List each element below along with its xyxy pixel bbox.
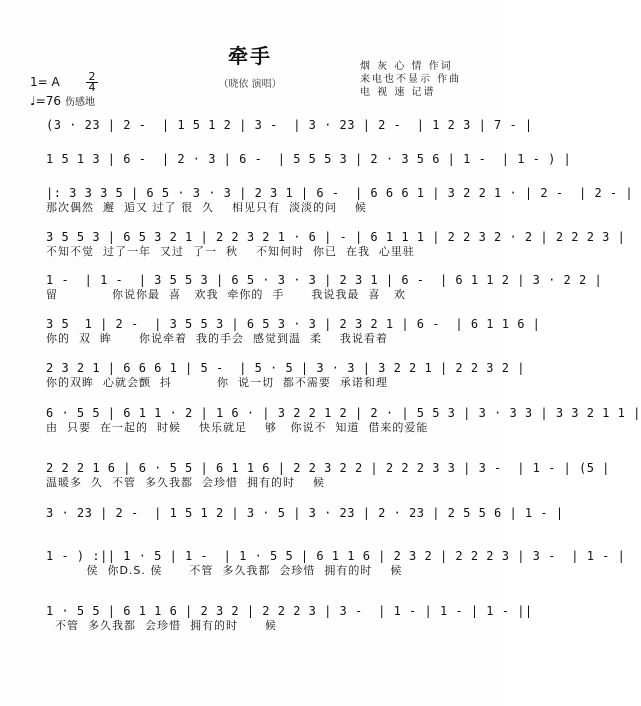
lyrics-line (46, 167, 466, 181)
notes-line: 1 - | 1 - | 3 5 5 3 | 6 5 · 3 · 3 | 2 3 1 | 6 - | 6 1 1 2 | 3 · 2 2 | (46, 273, 603, 287)
song-subtitle: （晓依 演唱） (218, 79, 282, 90)
lyrics-line (46, 521, 466, 535)
lyrics-line: 那次偶然 邂 逅又 过了 很 久 相见只有 淡淡的问 候 (46, 201, 367, 214)
credits (360, 60, 495, 99)
lyrics-line: 由 只要 在一起的 时候 快乐就足 够 你说不 知道 借来的爱能 (46, 421, 429, 434)
staff-row (46, 151, 572, 181)
staff-row (46, 505, 564, 535)
lyrics-line: 温暖多 久 不管 多久我都 会珍惜 拥有的时 候 (46, 476, 325, 489)
song-title: 牵手 (228, 44, 272, 68)
time-bottom: 4 (86, 82, 98, 93)
staff-row (46, 603, 533, 633)
lyrics-line: 不知不觉 过了一年 又过 了一 秋 不知何时 你已 在我 心里驻 (46, 245, 415, 258)
staff-row (46, 548, 626, 578)
credit-transcriber: 电 视 速 记谱 (360, 87, 436, 98)
key-signature: 1= A (30, 75, 60, 89)
notes-line: |: 3 3 3 5 | 6 5 · 3 · 3 | 2 3 1 | 6 - | 6 6 6 1 | 3 2 2 1 · | 2 - | 2 - | (46, 186, 634, 200)
staff-row (46, 360, 525, 390)
tempo-value: ♩=76 (30, 94, 61, 108)
credit-composer: 来电也不显示 作曲 (360, 74, 462, 85)
tempo-marking (30, 93, 95, 108)
notes-line: 6 · 5 5 | 6 1 1 · 2 | 1 6 · | 3 2 2 1 2 | 2 · | 5 5 3 | 3 · 3 3 | 3 3 2 1 1 | (46, 406, 641, 420)
time-signature (86, 72, 98, 93)
notes-line: 2 3 2 1 | 6 6 6 1 | 5 - | 5 · 5 | 3 · 3 | 3 2 2 1 | 2 2 3 2 | (46, 361, 525, 375)
staff-row (46, 316, 541, 346)
notes-line: 3 5 5 3 | 6 5 3 2 1 | 2 2 3 2 1 · 6 | - | 6 1 1 1 | 2 2 3 2 · 2 | 2 2 2 3 | (46, 230, 626, 244)
lyrics-line: 你的 双 眸 你说牵着 我的手会 感觉到温 柔 我说看着 (46, 332, 388, 345)
staff-row (46, 117, 533, 147)
staff-row (46, 272, 603, 302)
lyrics-line: 侯 你D.S. 侯 不管 多久我都 会珍惜 拥有的时 候 (46, 564, 403, 577)
time-top: 2 (88, 70, 96, 83)
notes-line: 2 2 2 1 6 | 6 · 5 5 | 6 1 1 6 | 2 2 3 2 2 | 2 2 2 3 3 | 3 - | 1 - | (5 | (46, 461, 610, 475)
notes-line: 1 · 5 5 | 6 1 1 6 | 2 3 2 | 2 2 2 3 | 3 - | 1 - | 1 - | 1 - || (46, 604, 533, 618)
lyrics-line: 你的双眸 心就会颤 抖 你 说一切 都不需要 承诺和理 (46, 376, 388, 389)
staff-row (46, 460, 610, 490)
notes-line: (3 · 23 | 2 - | 1 5 1 2 | 3 - | 3 · 23 | 2 - | 1 2 3 | 7 - | (46, 118, 533, 132)
lyrics-line (46, 133, 466, 147)
staff-row (46, 229, 626, 259)
credit-lyricist: 烟 灰 心 情 作词 (360, 61, 453, 72)
staff-row (46, 185, 634, 215)
lyrics-line: 不管 多久我都 会珍惜 拥有的时 候 (46, 619, 277, 632)
notes-line: 1 5 1 3 | 6 - | 2 · 3 | 6 - | 5 5 5 3 | 2 · 3 5 6 | 1 - | 1 - ) | (46, 152, 572, 166)
lyrics-line: 留 你说你最 喜 欢我 牵你的 手 我说我最 喜 欢 (46, 288, 406, 301)
staff-row (46, 405, 641, 435)
notes-line: 1 - ) :|| 1 · 5 | 1 - | 1 · 5 5 | 6 1 1 6 | 2 3 2 | 2 2 2 3 | 3 - | 1 - | (46, 549, 626, 563)
notes-line: 3 5 1 | 2 - | 3 5 5 3 | 6 5 3 · 3 | 2 3 2 1 | 6 - | 6 1 1 6 | (46, 317, 541, 331)
notes-line: 3 · 23 | 2 - | 1 5 1 2 | 3 · 5 | 3 · 23 | 2 · 23 | 2 5 5 6 | 1 - | (46, 506, 564, 520)
tempo-mood: 伤感地 (64, 97, 95, 108)
